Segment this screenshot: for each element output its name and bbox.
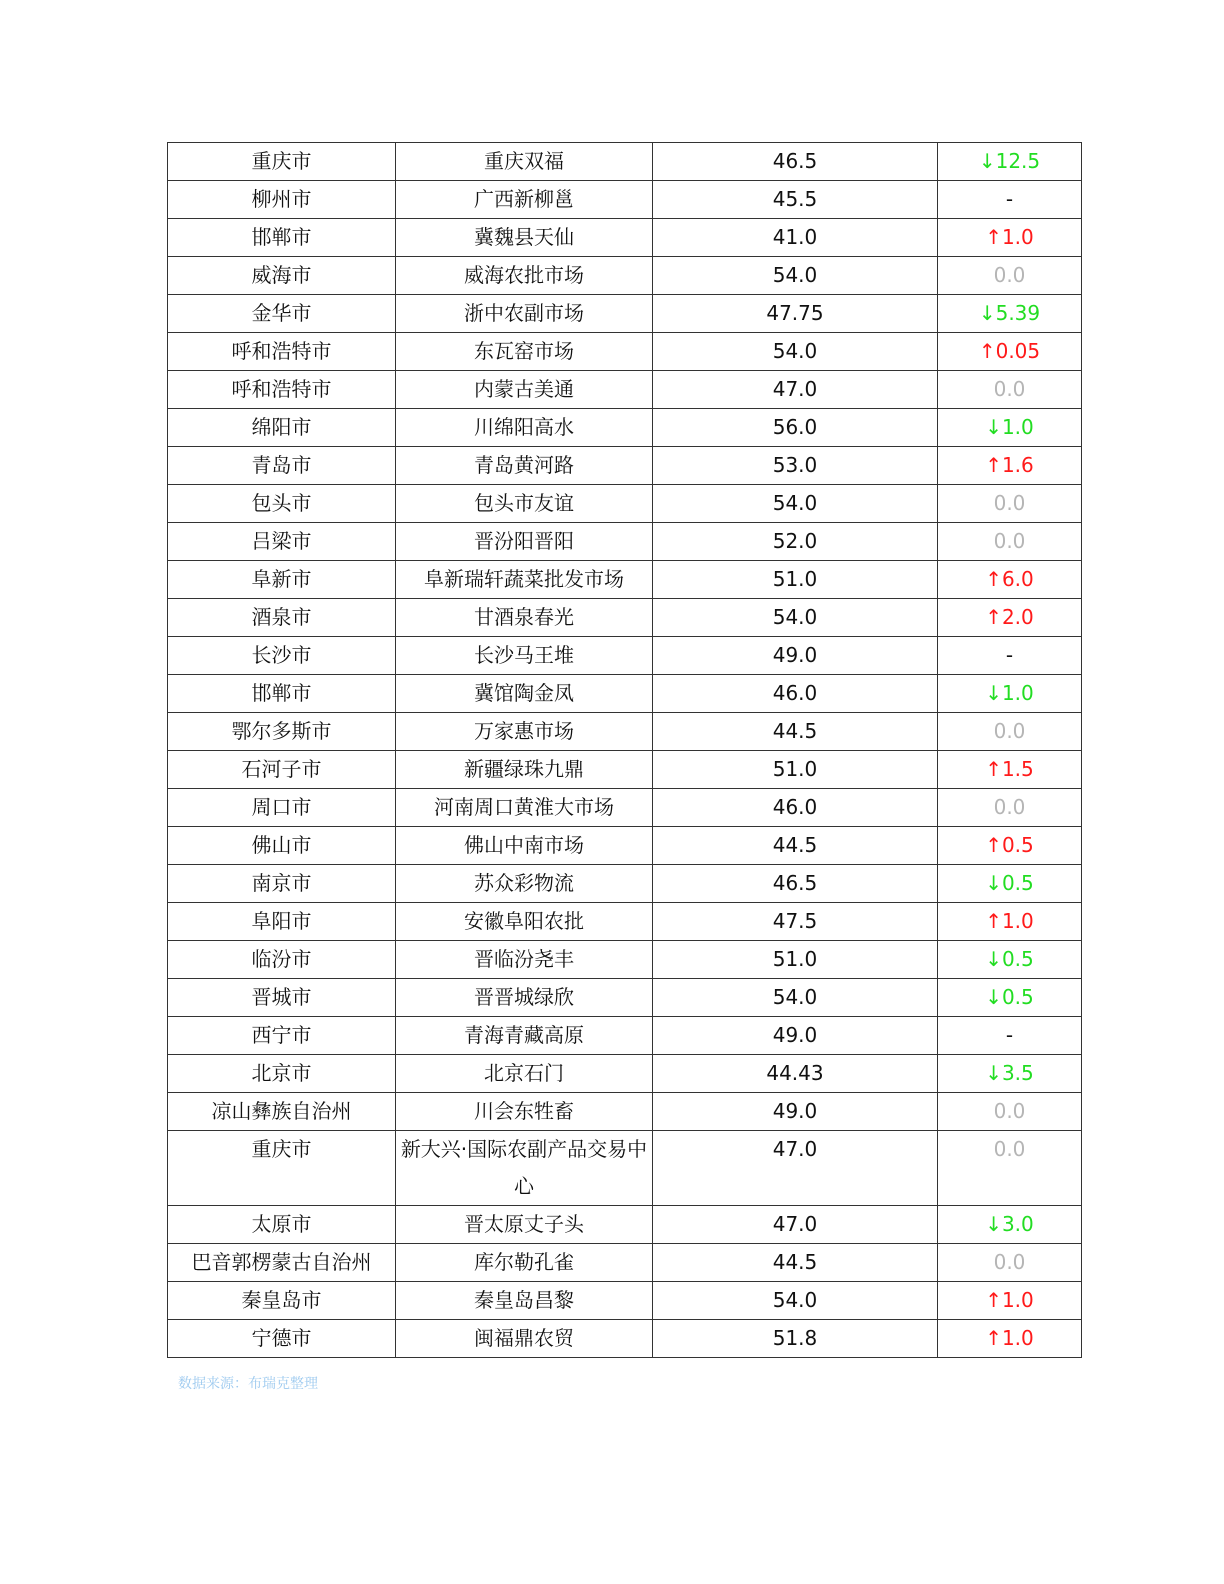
price-cell: 54.0 [653,599,938,637]
table-row [168,903,1082,941]
change-cell: ↓12.5 [938,143,1082,181]
market-cell: 长沙马王堆 [396,637,653,675]
change-cell: 0.0 [938,713,1082,751]
city-cell: 南京市 [168,865,396,903]
table-row [168,181,1082,219]
change-cell: ↑1.0 [938,1282,1082,1320]
table-row [168,523,1082,561]
market-cell: 包头市友谊 [396,485,653,523]
change-cell: - [938,1017,1082,1055]
change-cell: ↑1.6 [938,447,1082,485]
table-row [168,1282,1082,1320]
market-cell: 浙中农副市场 [396,295,653,333]
city-cell: 邯郸市 [168,675,396,713]
market-cell: 阜新瑞轩蔬菜批发市场 [396,561,653,599]
city-cell: 威海市 [168,257,396,295]
change-cell: 0.0 [938,1244,1082,1282]
city-cell: 酒泉市 [168,599,396,637]
city-cell: 石河子市 [168,751,396,789]
change-cell: ↑0.5 [938,827,1082,865]
table-row [168,979,1082,1017]
change-cell: 0.0 [938,1131,1082,1206]
city-cell: 临汾市 [168,941,396,979]
table-row [168,1093,1082,1131]
table-row [168,1055,1082,1093]
market-cell: 安徽阜阳农批 [396,903,653,941]
market-cell: 东瓦窑市场 [396,333,653,371]
market-cell: 秦皇岛昌黎 [396,1282,653,1320]
change-cell: ↓0.5 [938,941,1082,979]
source-note: 数据来源：布瑞克整理 [178,1376,318,1392]
city-cell: 佛山市 [168,827,396,865]
market-cell: 新疆绿珠九鼎 [396,751,653,789]
change-cell: - [938,181,1082,219]
table-row [168,485,1082,523]
market-cell: 库尔勒孔雀 [396,1244,653,1282]
table-row [168,1244,1082,1282]
city-cell: 北京市 [168,1055,396,1093]
market-cell: 北京石门 [396,1055,653,1093]
change-cell: ↓3.5 [938,1055,1082,1093]
price-cell: 52.0 [653,523,938,561]
change-cell: ↓1.0 [938,675,1082,713]
city-cell: 重庆市 [168,143,396,181]
change-cell: 0.0 [938,257,1082,295]
price-cell: 54.0 [653,979,938,1017]
market-cell: 广西新柳邕 [396,181,653,219]
city-cell: 绵阳市 [168,409,396,447]
price-cell: 47.0 [653,371,938,409]
table-row [168,865,1082,903]
city-cell: 晋城市 [168,979,396,1017]
city-cell: 阜新市 [168,561,396,599]
market-cell: 川会东牲畜 [396,1093,653,1131]
price-cell: 54.0 [653,485,938,523]
table-row [168,143,1082,181]
price-cell: 47.5 [653,903,938,941]
market-cell: 河南周口黄淮大市场 [396,789,653,827]
city-cell: 邯郸市 [168,219,396,257]
price-cell: 51.0 [653,941,938,979]
market-cell: 晋汾阳晋阳 [396,523,653,561]
market-cell: 闽福鼎农贸 [396,1320,653,1358]
price-cell: 51.0 [653,561,938,599]
change-cell: ↑6.0 [938,561,1082,599]
price-cell: 47.0 [653,1131,938,1206]
table-row [168,1320,1082,1358]
table-row [168,219,1082,257]
price-cell: 46.5 [653,143,938,181]
market-cell: 冀魏县天仙 [396,219,653,257]
market-cell: 苏众彩物流 [396,865,653,903]
change-cell: ↓0.5 [938,865,1082,903]
change-cell: ↑2.0 [938,599,1082,637]
city-cell: 长沙市 [168,637,396,675]
city-cell: 周口市 [168,789,396,827]
change-cell: ↑1.0 [938,219,1082,257]
city-cell: 阜阳市 [168,903,396,941]
price-table [167,142,1082,1358]
price-cell: 54.0 [653,257,938,295]
change-cell: ↓5.39 [938,295,1082,333]
change-cell: ↑1.0 [938,1320,1082,1358]
price-cell: 49.0 [653,1017,938,1055]
city-cell: 宁德市 [168,1320,396,1358]
table-row [168,447,1082,485]
table-row [168,827,1082,865]
price-cell: 49.0 [653,637,938,675]
table-row [168,751,1082,789]
market-cell: 青岛黄河路 [396,447,653,485]
price-cell: 45.5 [653,181,938,219]
price-cell: 51.8 [653,1320,938,1358]
price-cell: 54.0 [653,333,938,371]
table-row [168,675,1082,713]
city-cell: 柳州市 [168,181,396,219]
table-row [168,1017,1082,1055]
change-cell: ↓0.5 [938,979,1082,1017]
city-cell: 呼和浩特市 [168,371,396,409]
market-cell: 晋临汾尧丰 [396,941,653,979]
table-row [168,1131,1082,1206]
price-cell: 47.75 [653,295,938,333]
price-cell: 47.0 [653,1206,938,1244]
table-row [168,371,1082,409]
change-cell: 0.0 [938,371,1082,409]
price-cell: 44.5 [653,827,938,865]
city-cell: 吕梁市 [168,523,396,561]
change-cell: 0.0 [938,523,1082,561]
price-cell: 46.5 [653,865,938,903]
table-row [168,941,1082,979]
price-cell: 51.0 [653,751,938,789]
change-cell: ↓3.0 [938,1206,1082,1244]
change-cell: 0.0 [938,789,1082,827]
change-cell: ↑1.5 [938,751,1082,789]
city-cell: 西宁市 [168,1017,396,1055]
price-cell: 46.0 [653,789,938,827]
change-cell: ↑1.0 [938,903,1082,941]
price-cell: 54.0 [653,1282,938,1320]
change-cell: - [938,637,1082,675]
price-cell: 44.5 [653,1244,938,1282]
table-row [168,789,1082,827]
price-cell: 41.0 [653,219,938,257]
city-cell: 秦皇岛市 [168,1282,396,1320]
table-row [168,599,1082,637]
city-cell: 凉山彝族自治州 [168,1093,396,1131]
table-row [168,637,1082,675]
market-cell: 冀馆陶金凤 [396,675,653,713]
price-cell: 49.0 [653,1093,938,1131]
city-cell: 包头市 [168,485,396,523]
market-cell: 佛山中南市场 [396,827,653,865]
table-row [168,257,1082,295]
market-cell: 威海农批市场 [396,257,653,295]
city-cell: 鄂尔多斯市 [168,713,396,751]
change-cell: ↑0.05 [938,333,1082,371]
market-cell: 重庆双福 [396,143,653,181]
price-cell: 44.5 [653,713,938,751]
market-cell: 晋太原丈子头 [396,1206,653,1244]
table-body [168,143,1082,1358]
table-row [168,295,1082,333]
market-cell: 甘酒泉春光 [396,599,653,637]
market-cell: 青海青藏高原 [396,1017,653,1055]
city-cell: 巴音郭楞蒙古自治州 [168,1244,396,1282]
city-cell: 太原市 [168,1206,396,1244]
price-cell: 56.0 [653,409,938,447]
market-cell: 新大兴·国际农副产品交易中心 [396,1131,653,1206]
change-cell: ↓1.0 [938,409,1082,447]
price-cell: 53.0 [653,447,938,485]
market-cell: 内蒙古美通 [396,371,653,409]
table-row [168,409,1082,447]
table-row [168,1206,1082,1244]
market-cell: 川绵阳高水 [396,409,653,447]
city-cell: 呼和浩特市 [168,333,396,371]
table-row [168,561,1082,599]
change-cell: 0.0 [938,485,1082,523]
table-row [168,333,1082,371]
price-cell: 44.43 [653,1055,938,1093]
price-cell: 46.0 [653,675,938,713]
market-cell: 万家惠市场 [396,713,653,751]
change-cell: 0.0 [938,1093,1082,1131]
city-cell: 重庆市 [168,1131,396,1206]
table-row [168,713,1082,751]
market-cell: 晋晋城绿欣 [396,979,653,1017]
city-cell: 金华市 [168,295,396,333]
city-cell: 青岛市 [168,447,396,485]
